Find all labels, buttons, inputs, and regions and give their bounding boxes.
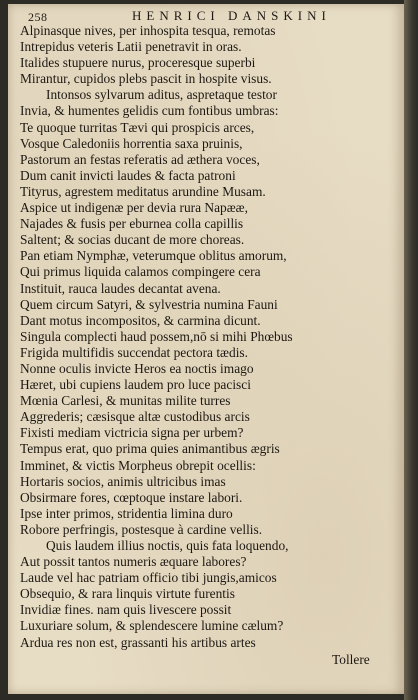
verse-line: Ipse inter primos, stridentia limina duro <box>20 505 233 521</box>
verse-line: Pastorum an festas referatis ad æthera voces, <box>20 151 260 167</box>
verse-line: Mœnia Carlesi, & munitas milite turres <box>20 393 231 409</box>
verse-line: Dum canit invicti laudes & facta patroni <box>20 167 236 183</box>
verse-line: Tempus erat, quo prima quies animantibus ægris <box>20 441 280 457</box>
verse-line: Vosque Caledoniis horrentia saxa pruinis, <box>20 135 243 151</box>
verse-line: Obsequio, & rara linquis virtute furentis <box>20 586 235 602</box>
verse-line: Italides stupuere nurus, proceresque superbi <box>20 55 256 71</box>
verse-line: Aspice ut indigenæ per devia rura Napææ, <box>20 200 248 216</box>
verse-line: Aggrederis; cæsisque altæ custodibus arcis <box>20 409 250 425</box>
verse-line: Saltent; & socias ducant de more choreas. <box>20 232 245 248</box>
verse-line: Invia, & humentes gelidis cum fontibus umbras: <box>20 103 279 119</box>
verse-line: Nonne oculis invicte Heros ea noctis imago <box>20 360 254 376</box>
verse-line: Invidiæ fines. nam quis livescere possit <box>20 602 232 618</box>
verse-line: Frigida multifidis succendat pectora tædis. <box>20 344 248 360</box>
verse-line: Luxuriare solum, & splendescere lumine cælum? <box>20 618 284 634</box>
verse-line: Te quoque turritas Tævi qui prospicis arces, <box>20 119 255 135</box>
verse-line: Intrepidus veteris Latii penetravit in oras. <box>20 39 242 55</box>
page-header <box>16 7 396 23</box>
verse-line: Tityrus, agrestem meditatus arundine Musam. <box>20 183 266 199</box>
verse-line: Hortaris socios, animis ultricibus imas <box>20 473 226 489</box>
verse-line: Qui primus liquida calamos compingere cera <box>20 264 261 280</box>
verse-line: Pan etiam Nymphæ, veterumque oblitus amorum, <box>20 248 287 264</box>
verse-line: Instituit, rauca laudes decantat avena. <box>20 280 221 296</box>
verse-line: Ardua res non est, grassanti his artibus artes <box>20 634 256 650</box>
verse-line: Robore perfringis, postesque à cardine vellis. <box>20 521 263 537</box>
verse-line: Fixisti mediam victricia signa per urbem? <box>20 425 244 441</box>
verse-line: Intonsos sylvarum aditus, aspretaque testor <box>46 87 277 103</box>
verse-line: Quis laudem illius noctis, quis fata loquendo, <box>46 538 289 553</box>
verse-line: Laude vel hac patriam officio tibi jungis,amicos <box>20 570 277 586</box>
verse-line: Dant motus incompositos, & carmina dicunt. <box>20 312 261 328</box>
verse-body <box>20 23 402 651</box>
running-head: HENRICI DANSKINI <box>132 8 331 23</box>
verse-line: Quem circum Satyri, & sylvestria numina Fauni <box>20 296 278 312</box>
verse-line: Najades & fusis per eburnea colla capillis <box>20 216 244 232</box>
catchword: Tollere <box>332 652 370 667</box>
page-number: 258 <box>28 10 48 24</box>
page-edge <box>404 0 418 700</box>
verse-line: Obsirmare fores, cœptoque instare labori. <box>20 489 243 505</box>
book-page <box>8 4 404 694</box>
verse-line: Mirantur, cupidos plebs pascit in hospite visus. <box>20 71 272 87</box>
verse-line: Hæret, ubi cupiens laudem pro luce pacisci <box>20 377 251 393</box>
verse-line: Singula complecti haud possem,nō si mihi Phœbus <box>20 328 293 344</box>
verse-line: Alpinasque nives, per inhospita tesqua, remotas <box>20 23 276 38</box>
verse-line: Aut possit tantos numeris æquare labores? <box>20 554 247 570</box>
verse-line: Imminet, & victis Morpheus obrepit ocellis: <box>20 457 256 473</box>
